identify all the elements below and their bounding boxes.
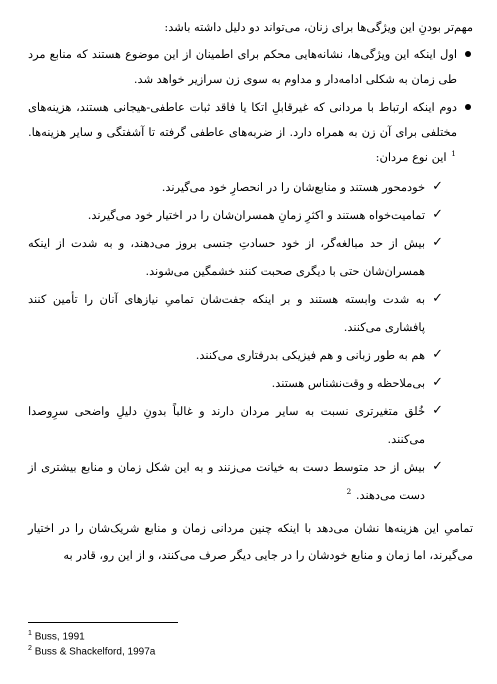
- bullet-text: دوم اینکه ارتباط با مردانی که غیرقابلِ اتکا یا فاقد ثبات عاطفی-هیجانی هستند، هزینه‌های مختلفی برای آن زن به همراه دارد. از ضربه‌های عاطفی گرفته تا آشفتگی و سایر هزینه‌ها.: [28, 100, 457, 139]
- checkmark-icon: ✓: [432, 179, 443, 194]
- footnote-text: Buss, 1991: [34, 631, 85, 643]
- footnote-separator: [28, 622, 178, 623]
- bullet-suffix: این نوع مردان:: [375, 150, 447, 164]
- check-text: بیش از حد مبالغه‌گر، از خود حسادتِ جنسی بروز می‌دهند، و به شدت از اینکه همسران‌شان حتی با دیگری صحبت کنند خشمگین می‌شوند.: [28, 236, 425, 278]
- footnote-1: [28, 628, 155, 643]
- footnote-2: [28, 643, 155, 658]
- checklist: [28, 173, 473, 509]
- check-item-2: [28, 201, 473, 229]
- checkmark-icon: ✓: [432, 375, 443, 390]
- bullet-icon: [465, 51, 471, 57]
- footnotes: [28, 628, 155, 659]
- check-item-8: [28, 453, 473, 509]
- bullet-icon: [465, 104, 471, 110]
- page-body: [28, 18, 473, 569]
- bullet-item-1: [28, 42, 473, 92]
- check-text: بی‌ملاحظه و وقت‌نشناس هستند.: [271, 376, 425, 390]
- footnote-ref-2[interactable]: 2: [346, 487, 352, 497]
- footnote-text: Buss & Shackelford, 1997a: [34, 646, 156, 658]
- check-item-1: [28, 173, 473, 201]
- footnote-ref-1[interactable]: 1: [451, 149, 456, 159]
- bullet-item-2: [28, 95, 473, 170]
- check-text: به شدت وابسته هستند و بر اینکه جفت‌شان تمامیِ نیازهای آنان را تأمین کنند پافشاری می‌کنند.: [28, 292, 425, 334]
- check-text: بیش از حد متوسط دست به خیانت می‌زنند و به این شکل زمان و منابع بیشتری از دست می‌دهند.: [28, 460, 425, 502]
- intro-paragraph: مهم‌تر بودنِ این ویژگی‌ها برای زنان، می‌تواند دو دلیل داشته باشد:: [164, 20, 473, 34]
- check-text: خودمحور هستند و منابع‌شان را در انحصارِ خود می‌گیرند.: [161, 180, 425, 194]
- checkmark-icon: ✓: [432, 459, 443, 474]
- checkmark-icon: ✓: [432, 235, 443, 250]
- check-text: تمامیت‌خواه هستند و اکثرِ زمانِ همسران‌شان را در اختیار خود می‌گیرند.: [87, 208, 425, 222]
- check-text: خُلق متغیرتری نسبت به سایر مردان دارند و غالباً بدونِ دلیلِ واضحی سرِوصدا می‌کنند.: [28, 404, 425, 446]
- check-item-4: [28, 285, 473, 341]
- checkmark-icon: ✓: [432, 207, 443, 222]
- bullet-text: اول اینکه این ویژگی‌ها، نشانه‌هایی محکم برای اطمینان از این موضوع هستند که منابع مرد طی زمان به شکلی ادامه‌دار و مداوم به سوی زن سرازیر خواهد شد.: [28, 47, 457, 86]
- check-item-6: [28, 369, 473, 397]
- check-item-5: [28, 341, 473, 369]
- checkmark-icon: ✓: [432, 291, 443, 306]
- footnote-number: 2: [28, 645, 32, 653]
- footnote-number: 1: [28, 630, 32, 637]
- check-text: هم به طور زبانی و هم فیزیکی بدرفتاری می‌کنند.: [195, 348, 425, 362]
- checkmark-icon: ✓: [432, 403, 443, 418]
- checkmark-icon: ✓: [432, 347, 443, 362]
- check-item-7: [28, 397, 473, 453]
- closing-paragraph: تمامیِ این هزینه‌ها نشان می‌دهد با اینکه چنین مردانی زمان و منابع شریک‌شان را در اختیار می‌گیرند، اما زمان و منابع خودشان را در جایی دیگر صرف می‌کنند، و از این رو، قادر به: [28, 521, 473, 562]
- check-item-3: [28, 229, 473, 285]
